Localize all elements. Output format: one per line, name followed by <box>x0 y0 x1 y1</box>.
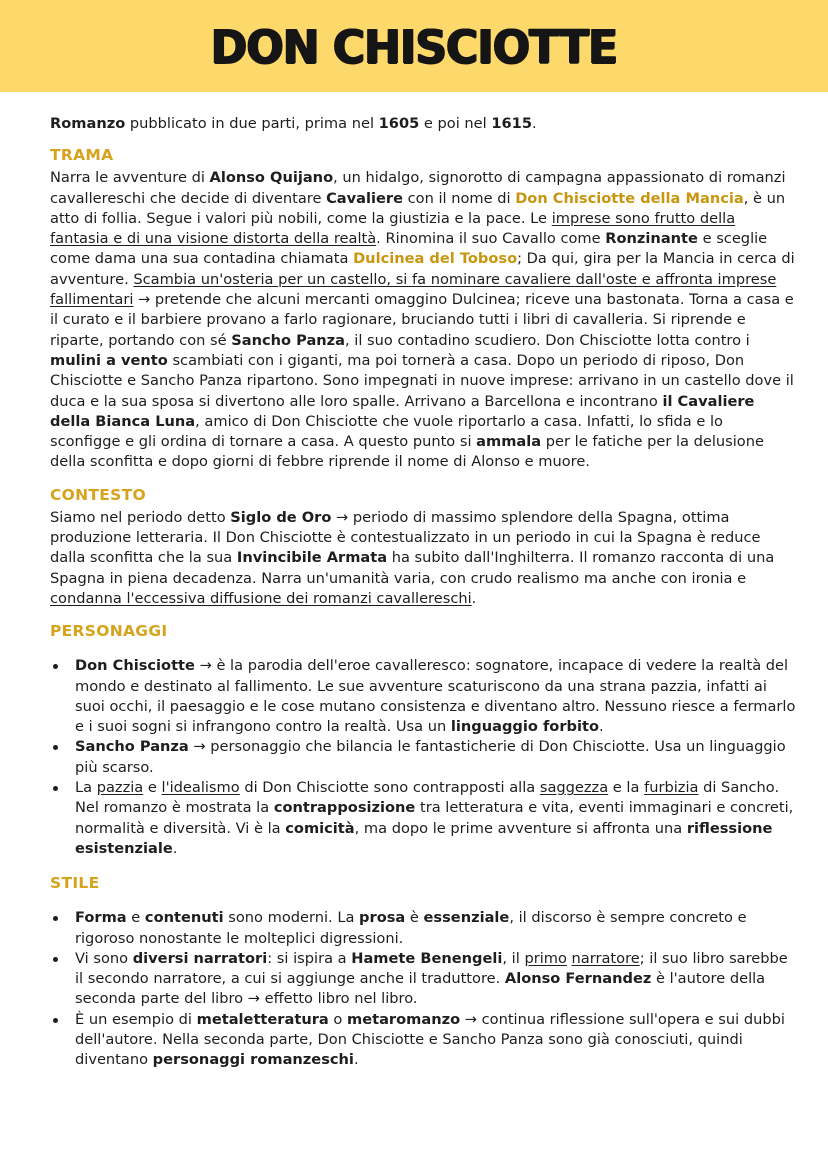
section-heading-contesto: CONTESTO <box>50 485 146 504</box>
list-item: Forma e contenuti sono moderni. La prosa è essenziale, il discorso è sempre concreto e rigoroso nonostante le molteplici digressioni. <box>50 908 796 949</box>
list-item: È un esempio di metaletteratura o metaromanzo → continua riflessione sull'opera e sui dubbi dell'autore. Nella seconda parte, Don Chisciotte e Sancho Panza sono già conosciuti, quindi diventano personaggi romanzeschi. <box>50 1010 796 1071</box>
trama-paragraph: Narra le avventure di Alonso Quijano, un hidalgo, signorotto di campagna appassionato di romanzi cavallereschi che decide di diventare Cavaliere con il nome di Don Chisciotte della Mancia, è un atto di follia. Segue i valori più nobili, come la giustizia e la pace. Le imprese sono frutto della fantasia e di una visione distorta della realtà. Rinomina il suo Cavallo come Ronzinante e sceglie come dama una sua contadina chiamata Dulcinea del Toboso; Da qui, gira per la Mancia in cerca di avventure. Scambia un'osteria per un castello, si fa nominare cavaliere dall'oste e affronta imprese fallimentari → pretende che alcuni mercanti omaggino Dulcinea; riceve una bastonata. Torna a casa e il curato e il barbiere provano a farlo ragionare, bruciando tutti i libri di cavalleria. Si riprende e riparte, portando con sé Sancho Panza, il suo contadino scudiero. Don Chisciotte lotta contro i mulini a vento scambiati con i giganti, ma poi tornerà a casa. Dopo un periodo di riposo, Don Chisciotte e Sancho Panza ripartono. Sono impegnati in nuove imprese: arrivano in un castello dove il duca e la sua sposa si divertono alle loro spalle. Arrivano a Barcellona e incontrano il Cavaliere della Bianca Luna, amico di Don Chisciotte che vuole riportarlo a casa. Infatti, lo sfida e lo sconfigge e gli ordina di tornare a casa. A questo punto si ammala per le fatiche per la delusione della sconfitta e dopo giorni di febbre riprende il nome di Alonso e muore. <box>50 169 795 471</box>
page-title: DON CHISCIOTTE <box>210 20 618 75</box>
list-item: Don Chisciotte → è la parodia dell'eroe cavalleresco: sognatore, incapace di vedere la realtà del mondo e destinato al fallimento. Le sue avventure scaturiscono da una strana pazzia, infatti ai suoi occhi, il paesaggio e le cose mutano consistenza e diventano altro. Nessuno riesce a fermarlo e i suoi sogni si infrangono contro la realtà. Usa un linguaggio forbito. <box>50 656 796 737</box>
section-heading-stile: STILE <box>50 874 100 893</box>
document-body <box>0 92 828 1071</box>
intro-paragraph: Romanzo pubblicato in due parti, prima nel 1605 e poi nel 1615. <box>50 115 537 132</box>
list-item: Sancho Panza → personaggio che bilancia le fantasticherie di Don Chisciotte. Usa un linguaggio più scarso. <box>50 737 796 778</box>
contesto-paragraph: Siamo nel periodo detto Siglo de Oro → periodo di massimo splendore della Spagna, ottima produzione letteraria. Il Don Chisciotte è contestualizzato in un periodo in cui la Spagna è reduce dalla sconfitta che la sua Invincibile Armata ha subito dall'Inghilterra. Il romanzo racconta di una Spagna in piena decadenza. Narra un'umanità varia, con crudo realismo ma anche con ironia e condanna l'eccessiva diffusione dei romanzi cavallereschi. <box>50 508 775 607</box>
bullet-icon <box>53 1018 58 1023</box>
bullet-icon <box>53 745 58 750</box>
list-item: La pazzia e l'idealismo di Don Chisciotte sono contrapposti alla saggezza e la furbizia di Sancho. Nel romanzo è mostrata la contrapposizione tra letteratura e vita, eventi immaginari e concreti, normalità e diversità. Vi è la comicità, ma dopo le prime avventure si affronta una riflessione esistenziale. <box>50 778 796 859</box>
title-banner <box>0 0 828 92</box>
section-heading-personaggi: PERSONAGGI <box>50 622 168 641</box>
personaggi-list <box>50 656 796 859</box>
bullet-icon <box>53 786 58 791</box>
stile-list <box>50 908 796 1070</box>
list-item: Vi sono diversi narratori: si ispira a Hamete Benengeli, il primo narratore; il suo libro sarebbe il secondo narratore, a cui si aggiunge anche il traduttore. Alonso Fernandez è l'autore della seconda parte del libro → effetto libro nel libro. <box>50 949 796 1010</box>
section-heading-trama: TRAMA <box>50 146 114 165</box>
bullet-icon <box>53 916 58 921</box>
bullet-icon <box>53 664 58 669</box>
bullet-icon <box>53 957 58 962</box>
